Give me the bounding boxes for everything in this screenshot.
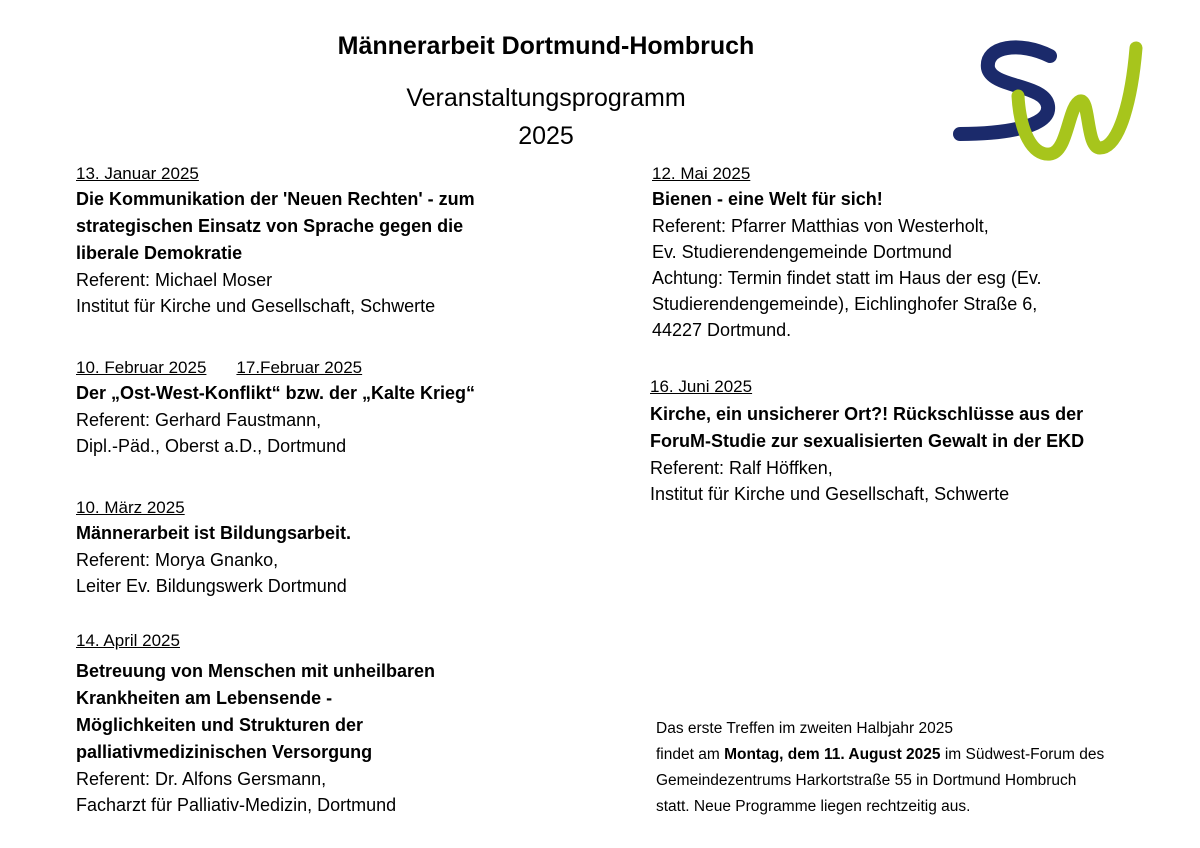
program-year: 2025 [518, 122, 574, 150]
event-date: 14. April 2025 [76, 631, 180, 650]
event-speaker: Referent: Dr. Alfons Gersmann, [76, 769, 327, 789]
event-date: 10. März 2025 [76, 498, 185, 517]
event-date: 16. Juni 2025 [650, 377, 753, 396]
title-line: strategischen Einsatz von Sprache gegen die [76, 216, 464, 236]
footer-line: statt. Neue Programme liegen rechtzeitig aus. [656, 798, 971, 815]
event-title: Männerarbeit ist Bildungsarbeit. [76, 523, 352, 543]
meeting-date: Montag, dem 11. August 2025 [724, 746, 941, 763]
title-line: liberale Demokratie [76, 243, 243, 263]
event-note: Achtung: Termin findet statt im Haus der esg (Ev. [652, 268, 1042, 288]
event-speaker: Referent: Gerhard Faustmann, [76, 410, 322, 430]
program-subtitle: Veranstaltungsprogramm [406, 84, 686, 112]
title-line: Kirche, ein unsicherer Ort?! Rückschlüsse aus der [650, 404, 1084, 424]
event-affiliation: Institut für Kirche und Gesellschaft, Schwerte [76, 296, 436, 316]
event-january [76, 160, 566, 319]
event-june [650, 373, 1160, 507]
title-line: palliativmedizinischen Versorgung [76, 742, 373, 762]
event-title: Der „Ost-West-Konflikt“ bzw. der „Kalte Krieg“ [76, 383, 476, 403]
event-affiliation: Leiter Ev. Bildungswerk Dortmund [76, 576, 347, 596]
event-note: 44227 Dortmund. [652, 320, 792, 340]
event-title [650, 401, 1160, 455]
footer-line: findet am Montag, dem 11. August 2025 im Südwest-Forum des [656, 746, 1105, 763]
event-speaker: Referent: Pfarrer Matthias von Westerholt, [652, 216, 989, 236]
footer-line: Gemeindezentrums Harkortstraße 55 in Dortmund Hombruch [656, 772, 1077, 789]
sw-logo [950, 36, 1150, 166]
logo-s-stroke [960, 47, 1050, 134]
event-affiliation: Institut für Kirche und Gesellschaft, Schwerte [650, 484, 1010, 504]
event-affiliation: Facharzt für Palliativ-Medizin, Dortmund [76, 795, 397, 815]
event-date-alt: 17.Februar 2025 [236, 358, 363, 377]
title-line: ForuM-Studie zur sexualisierten Gewalt in der EKD [650, 431, 1085, 451]
event-speaker: Referent: Ralf Höffken, [650, 458, 833, 478]
next-meeting-note [656, 716, 1146, 820]
event-title [76, 186, 566, 267]
event-february [76, 354, 566, 459]
event-date: 12. Mai 2025 [652, 164, 751, 183]
event-speaker: Referent: Michael Moser [76, 270, 273, 290]
event-title: Bienen - eine Welt für sich! [652, 189, 883, 209]
event-affiliation: Ev. Studierendengemeinde Dortmund [652, 242, 952, 262]
footer-line: Das erste Treffen im zweiten Halbjahr 2025 [656, 720, 953, 737]
event-date: 10. Februar 2025 [76, 358, 207, 377]
event-speaker: Referent: Morya Gnanko, [76, 550, 279, 570]
event-date: 13. Januar 2025 [76, 164, 199, 183]
logo-w-stroke [1018, 48, 1136, 154]
event-affiliation: Dipl.-Päd., Oberst a.D., Dortmund [76, 436, 347, 456]
event-may [652, 160, 1162, 343]
event-note: Studierendengemeinde), Eichlinghofer Straße 6, [652, 294, 1038, 314]
page-title: Männerarbeit Dortmund-Hombruch [337, 32, 755, 60]
event-march [76, 494, 566, 599]
event-title [76, 658, 566, 766]
event-april [76, 627, 566, 818]
title-line: Möglichkeiten und Strukturen der [76, 715, 364, 735]
title-line: Die Kommunikation der 'Neuen Rechten' - zum [76, 189, 475, 209]
title-line: Krankheiten am Lebensende - [76, 688, 333, 708]
title-line: Betreuung von Menschen mit unheilbaren [76, 661, 436, 681]
